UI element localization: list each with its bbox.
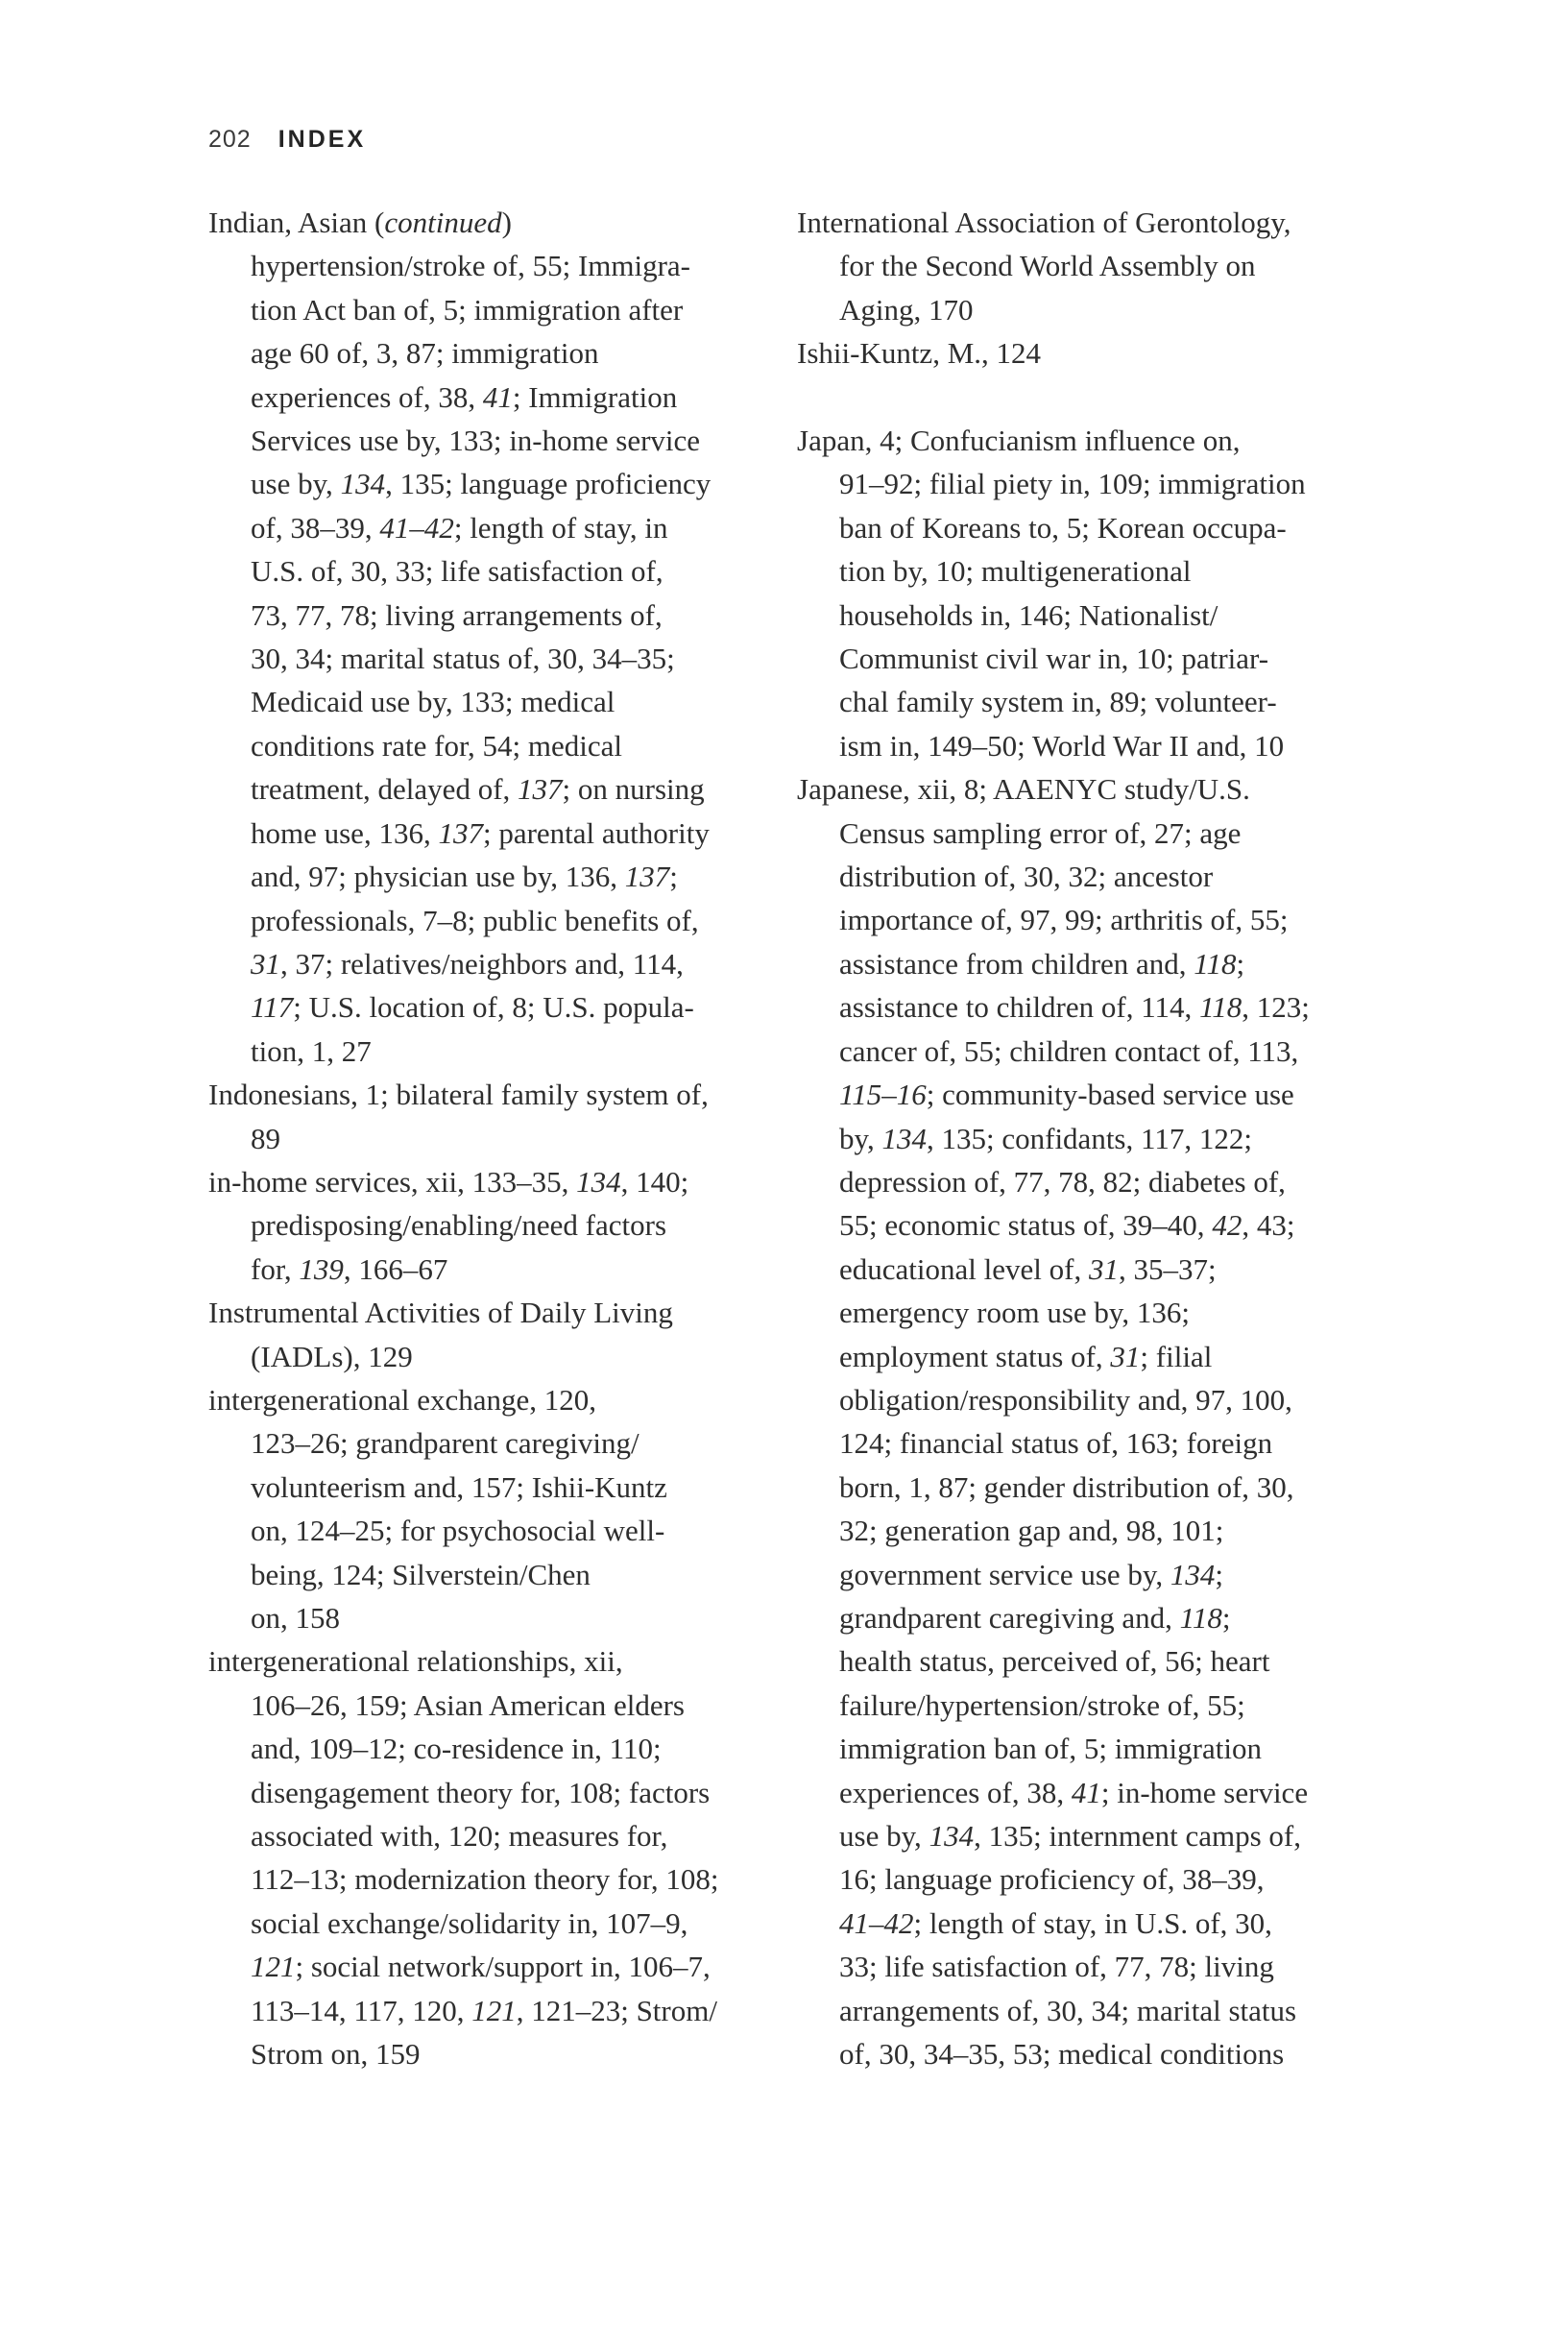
index-line: 32; generation gap and, 98, 101; xyxy=(839,1514,1224,1548)
index-entry xyxy=(208,1639,808,2075)
italic-page-ref: 137 xyxy=(518,772,563,807)
index-line: ism in, 149–50; World War II and, 10 xyxy=(839,728,1285,763)
index-line: being, 124; Silverstein/Chen xyxy=(251,1557,591,1591)
index-entry xyxy=(208,1378,808,1639)
italic-page-ref: 121 xyxy=(251,1950,296,1984)
index-line: born, 1, 87; gender distribution of, 30, xyxy=(839,1469,1294,1504)
index-line: 55; economic status of, 39–40, 42, 43; xyxy=(839,1208,1295,1243)
index-line: experiences of, 38, 41; in-home service xyxy=(839,1775,1309,1809)
index-line: use by, 134, 135; language proficiency xyxy=(251,467,712,501)
index-line: International Association of Gerontology, xyxy=(797,206,1291,239)
index-line: 124; financial status of, 163; foreign xyxy=(839,1426,1273,1461)
index-line: 30, 34; marital status of, 30, 34–35; xyxy=(251,642,675,676)
italic-page-ref: 41 xyxy=(482,379,513,414)
index-line: importance of, 97, 99; arthritis of, 55; xyxy=(839,903,1289,937)
italic-page-ref: continued xyxy=(384,206,502,239)
italic-page-ref: 134 xyxy=(340,467,386,501)
index-line: on, 158 xyxy=(251,1601,340,1635)
index-line: obligation/responsibility and, 97, 100, xyxy=(839,1382,1292,1417)
index-line: Indonesians, 1; bilateral family system of, xyxy=(208,1078,709,1112)
index-line: assistance to children of, 114, 118, 123; xyxy=(839,990,1310,1025)
italic-page-ref: 41–42 xyxy=(839,1905,914,1940)
index-line: predisposing/enabling/need factors xyxy=(251,1208,667,1243)
index-line: 33; life satisfaction of, 77, 78; living xyxy=(839,1950,1274,1984)
index-line: arrangements of, 30, 34; marital status xyxy=(839,1993,1297,2027)
index-line: home use, 136, 137; parental authority xyxy=(251,815,710,850)
index-line: of, 30, 34–35, 53; medical conditions xyxy=(839,2037,1285,2072)
index-line: age 60 of, 3, 87; immigration xyxy=(251,336,599,371)
index-line: 123–26; grandparent caregiving/ xyxy=(251,1426,639,1461)
index-line: chal family system in, 89; volunteer- xyxy=(839,685,1277,719)
index-line: tion Act ban of, 5; immigration after xyxy=(251,292,684,327)
index-line: immigration ban of, 5; immigration xyxy=(839,1732,1262,1766)
index-line: Japan, 4; Confucianism influence on, xyxy=(797,424,1241,458)
index-line: Strom on, 159 xyxy=(251,2037,421,2072)
index-entry xyxy=(797,419,1450,767)
italic-page-ref: 115–16 xyxy=(839,1078,927,1112)
index-line: health status, perceived of, 56; heart xyxy=(839,1644,1270,1679)
italic-page-ref: 31 xyxy=(251,946,280,981)
index-line: tion, 1, 27 xyxy=(251,1033,372,1068)
italic-page-ref: 134 xyxy=(576,1164,621,1199)
italic-page-ref: 137 xyxy=(438,815,483,850)
italic-page-ref: 117 xyxy=(251,990,294,1025)
index-line: social exchange/solidarity in, 107–9, xyxy=(251,1905,688,1940)
italic-page-ref: 118 xyxy=(1194,946,1237,981)
index-line: Aging, 170 xyxy=(839,292,974,327)
italic-page-ref: 42 xyxy=(1212,1208,1242,1243)
index-line: treatment, delayed of, 137; on nursing xyxy=(251,772,705,807)
index-line: 73, 77, 78; living arrangements of, xyxy=(251,597,663,632)
index-line: Instrumental Activities of Daily Living xyxy=(208,1296,673,1330)
index-line: Services use by, 133; in-home service xyxy=(251,424,701,458)
index-line: intergenerational relationships, xii, xyxy=(208,1644,623,1679)
index-line: tion by, 10; multigenerational xyxy=(839,554,1192,589)
index-line: 41–42; length of stay, in U.S. of, 30, xyxy=(839,1905,1272,1940)
index-line: 115–16; community-based service use xyxy=(839,1078,1294,1112)
italic-page-ref: 31 xyxy=(1088,1251,1119,1286)
index-line: in-home services, xii, 133–35, 134, 140; xyxy=(208,1164,689,1199)
index-line: 16; language proficiency of, 38–39, xyxy=(839,1862,1265,1897)
index-line: households in, 146; Nationalist/ xyxy=(839,597,1218,632)
index-line: failure/hypertension/stroke of, 55; xyxy=(839,1687,1245,1722)
index-line: depression of, 77, 78, 82; diabetes of, xyxy=(839,1164,1286,1199)
index-line: 113–14, 117, 120, 121, 121–23; Strom/ xyxy=(251,1993,717,2027)
index-line: (IADLs), 129 xyxy=(251,1339,413,1373)
index-line: government service use by, 134; xyxy=(839,1557,1224,1591)
italic-page-ref: 139 xyxy=(299,1251,344,1286)
italic-page-ref: 118 xyxy=(1199,990,1242,1025)
index-line: 121; social network/support in, 106–7, xyxy=(251,1950,711,1984)
index-line: conditions rate for, 54; medical xyxy=(251,728,623,763)
index-line: 106–26, 159; Asian American elders xyxy=(251,1687,685,1722)
index-entry xyxy=(208,1160,808,1291)
entry-gap xyxy=(797,376,1450,419)
index-line: volunteerism and, 157; Ishii-Kuntz xyxy=(251,1469,667,1504)
index-entry xyxy=(797,331,1450,375)
italic-page-ref: 137 xyxy=(624,860,670,894)
index-line: Indian, Asian (continued) xyxy=(208,206,512,239)
index-line: Japanese, xii, 8; AAENYC study/U.S. xyxy=(797,772,1250,807)
index-line: Ishii-Kuntz, M., 124 xyxy=(797,336,1042,371)
index-line: Medicaid use by, 133; medical xyxy=(251,685,615,719)
index-line: for, 139, 166–67 xyxy=(251,1251,448,1286)
index-line: intergenerational exchange, 120, xyxy=(208,1382,596,1417)
index-line: associated with, 120; measures for, xyxy=(251,1819,668,1854)
index-line: by, 134, 135; confidants, 117, 122; xyxy=(839,1121,1252,1155)
index-line: cancer of, 55; children contact of, 113, xyxy=(839,1033,1299,1068)
index-line: of, 38–39, 41–42; length of stay, in xyxy=(251,510,668,545)
italic-page-ref: 134 xyxy=(929,1819,975,1854)
index-entry xyxy=(208,201,808,1073)
index-line: and, 109–12; co-residence in, 110; xyxy=(251,1732,662,1766)
index-line: 112–13; modernization theory for, 108; xyxy=(251,1862,719,1897)
index-entry xyxy=(797,767,1450,2075)
italic-page-ref: 134 xyxy=(881,1121,927,1155)
italic-page-ref: 41–42 xyxy=(379,510,454,545)
index-entry xyxy=(797,201,1450,331)
index-line: 89 xyxy=(251,1121,280,1155)
index-line: professionals, 7–8; public benefits of, xyxy=(251,903,699,937)
italic-page-ref: 31 xyxy=(1110,1339,1141,1373)
index-entry xyxy=(208,1073,808,1160)
index-line: hypertension/stroke of, 55; Immigra- xyxy=(251,249,691,283)
index-line: 31, 37; relatives/neighbors and, 114, xyxy=(251,946,684,981)
italic-page-ref: 41 xyxy=(1071,1775,1101,1809)
index-line: for the Second World Assembly on xyxy=(839,249,1256,283)
index-line: employment status of, 31; filial xyxy=(839,1339,1213,1373)
index-line: on, 124–25; for psychosocial well- xyxy=(251,1514,665,1548)
index-line: Census sampling error of, 27; age xyxy=(839,815,1242,850)
index-line: U.S. of, 30, 33; life satisfaction of, xyxy=(251,554,663,589)
index-line: and, 97; physician use by, 136, 137; xyxy=(251,860,678,894)
index-line: grandparent caregiving and, 118; xyxy=(839,1600,1231,1635)
index-line: Communist civil war in, 10; patriar- xyxy=(839,642,1269,676)
index-line: ban of Koreans to, 5; Korean occupa- xyxy=(839,510,1287,545)
page-number: 202 xyxy=(208,126,252,153)
index-line: educational level of, 31, 35–37; xyxy=(839,1251,1217,1286)
index-line: assistance from children and, 118; xyxy=(839,946,1245,981)
index-column-left xyxy=(208,201,808,2075)
running-head xyxy=(208,126,366,153)
page-title: INDEX xyxy=(277,126,367,153)
italic-page-ref: 118 xyxy=(1179,1600,1222,1635)
index-line: distribution of, 30, 32; ancestor xyxy=(839,860,1214,894)
index-column-right xyxy=(797,201,1450,2075)
italic-page-ref: 134 xyxy=(1170,1557,1216,1591)
index-line: use by, 134, 135; internment camps of, xyxy=(839,1819,1301,1854)
index-line: disengagement theory for, 108; factors xyxy=(251,1775,711,1809)
index-line: 117; U.S. location of, 8; U.S. popula- xyxy=(251,990,694,1025)
index-line: experiences of, 38, 41; Immigration xyxy=(251,379,678,414)
index-line: 91–92; filial piety in, 109; immigration xyxy=(839,467,1306,501)
index-line: emergency room use by, 136; xyxy=(839,1296,1191,1330)
index-entry xyxy=(208,1291,808,1378)
italic-page-ref: 121 xyxy=(471,1993,517,2027)
